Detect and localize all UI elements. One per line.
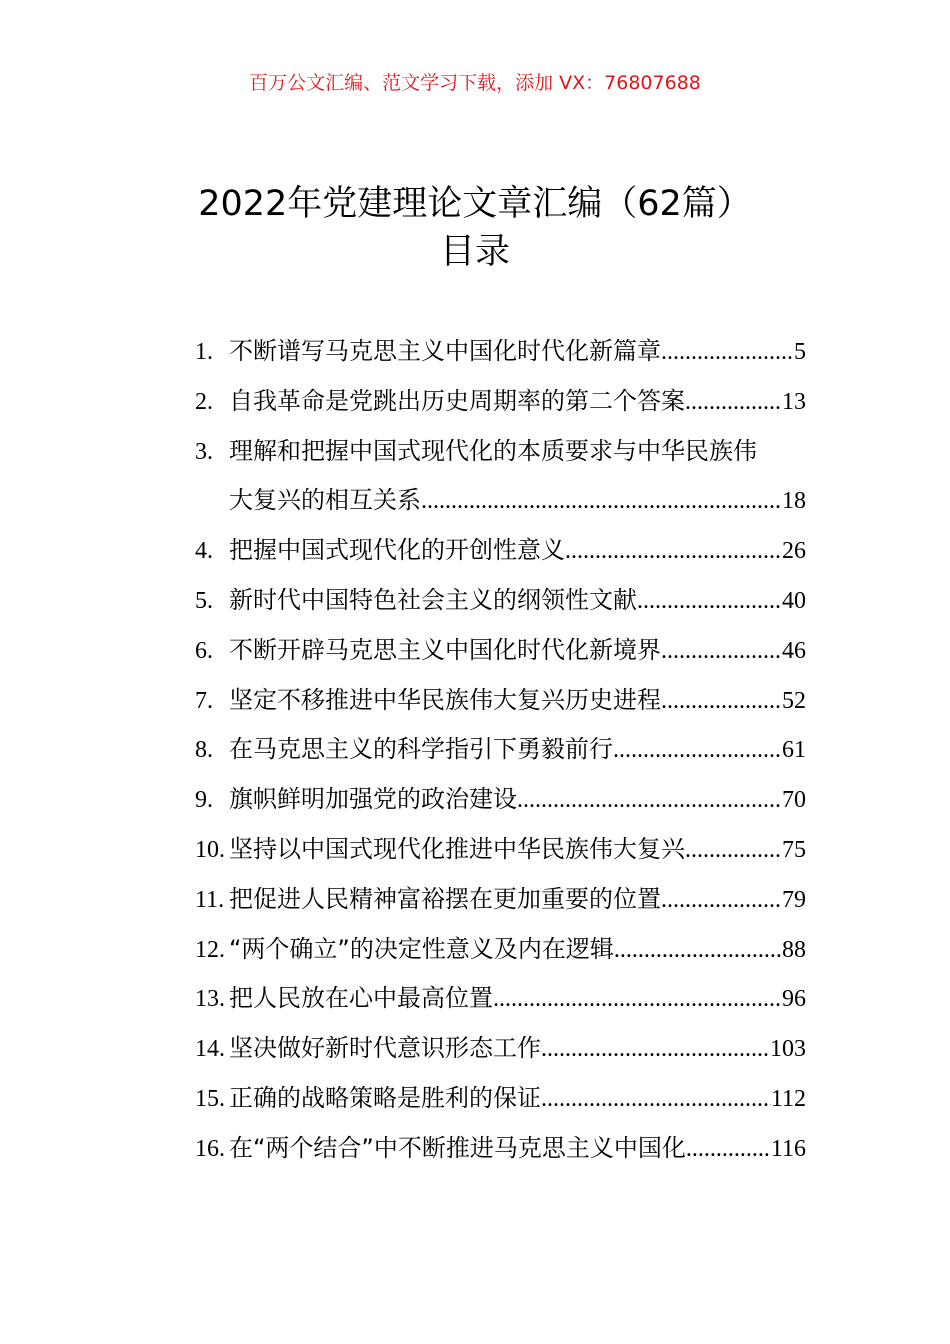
table-of-contents: [195, 327, 806, 1174]
toc-entry-number: 9.: [195, 787, 213, 814]
toc-entry-page: 13: [782, 388, 806, 415]
toc-entry-title: 在马克思主义的科学指引下勇毅前行: [229, 735, 613, 764]
toc-entry-number: 6.: [195, 637, 213, 664]
toc-entry[interactable]: [195, 775, 806, 825]
toc-entry-page: 116: [770, 1135, 806, 1162]
leader-dots: [661, 328, 794, 378]
toc-entry-title: 把促进人民精神富裕摆在更加重要的位置: [229, 884, 661, 913]
leader-dots: [685, 378, 782, 428]
toc-entry-page: 96: [782, 986, 806, 1013]
leader-dots: [661, 677, 782, 727]
toc-entry[interactable]: [195, 875, 806, 925]
leader-dots: [686, 1125, 771, 1175]
toc-entry-page: 61: [782, 737, 806, 764]
leader-dots: [637, 577, 782, 627]
toc-entry-title: 把人民放在心中最高位置: [229, 984, 493, 1013]
toc-entry-title: 正确的战略策略是胜利的保证: [229, 1083, 541, 1112]
toc-entry-number: 12.: [195, 936, 225, 963]
toc-entry-number: 1.: [195, 339, 213, 365]
toc-entry[interactable]: [195, 925, 806, 975]
toc-entry-title: 自我革命是党跳出历史周期率的第二个答案: [229, 386, 685, 415]
toc-entry-page: 46: [782, 637, 806, 664]
toc-entry-page: 88: [782, 936, 806, 963]
toc-entry-page: 75: [782, 836, 806, 863]
title-main: 2022年党建理论文章汇编（62篇）: [198, 184, 752, 224]
leader-dots: [661, 627, 782, 677]
leader-dots: [565, 527, 782, 577]
leader-dots: [541, 1075, 771, 1125]
toc-entry-number: 7.: [195, 687, 213, 714]
toc-entry[interactable]: [195, 626, 806, 676]
toc-entry-page: 52: [782, 687, 806, 714]
toc-entry-number: 2.: [195, 388, 213, 415]
toc-entry-page: 18: [782, 488, 806, 515]
leader-dots: [421, 477, 782, 527]
leader-dots: [685, 826, 782, 876]
toc-entry[interactable]: [195, 476, 806, 526]
toc-entry-title: 理解和把握中国式现代化的本质要求与中华民族伟: [229, 436, 757, 465]
leader-dots: [613, 726, 782, 776]
toc-entry-title-continued: 大复兴的相互关系: [229, 486, 421, 515]
document-title: [0, 180, 950, 276]
toc-entry-page: 40: [782, 587, 806, 614]
leader-dots: [517, 776, 782, 826]
toc-entry[interactable]: [195, 327, 806, 377]
toc-entry[interactable]: [195, 576, 806, 626]
toc-entry-number: 14.: [195, 1036, 225, 1063]
leader-dots: [614, 926, 782, 976]
watermark-banner: 百万公文汇编、范文学习下载，添加 VX：76807688: [249, 72, 701, 94]
toc-entry-title: “两个确立”的决定性意义及内在逻辑: [229, 934, 614, 963]
toc-entry-number: 4.: [195, 538, 213, 565]
toc-entry-number: 3.: [195, 438, 213, 465]
toc-entry[interactable]: [195, 377, 806, 427]
toc-entry-title: 坚决做好新时代意识形态工作: [229, 1034, 541, 1063]
toc-entry[interactable]: [195, 427, 806, 477]
leader-dots: [493, 975, 782, 1025]
title-toc: 目录: [439, 232, 510, 272]
toc-entry-page: 103: [770, 1036, 806, 1063]
toc-entry-number: 8.: [195, 737, 213, 764]
toc-entry-title: 坚定不移推进中华民族伟大复兴历史进程: [229, 685, 661, 714]
toc-entry[interactable]: [195, 1024, 806, 1074]
toc-entry-page: 112: [770, 1085, 806, 1112]
toc-entry-title: 坚持以中国式现代化推进中华民族伟大复兴: [229, 834, 685, 863]
toc-entry-title: 不断开辟马克思主义中国化时代化新境界: [229, 635, 661, 664]
toc-entry-page: 26: [782, 538, 806, 565]
toc-entry-title: 不断谱写马克思主义中国化时代化新篇章: [229, 337, 661, 365]
toc-entry[interactable]: [195, 1074, 806, 1124]
toc-entry-number: 16.: [195, 1135, 225, 1162]
toc-entry-number: 10.: [195, 836, 225, 863]
toc-entry-page: 79: [782, 886, 806, 913]
toc-entry-title: 新时代中国特色社会主义的纲领性文献: [229, 585, 637, 614]
leader-dots: [661, 876, 782, 926]
toc-entry-title: 在“两个结合”中不断推进马克思主义中国化: [229, 1133, 686, 1162]
toc-entry-number: 15.: [195, 1085, 225, 1112]
toc-entry-number: 11.: [195, 886, 225, 913]
toc-entry[interactable]: [195, 526, 806, 576]
toc-entry-page: 5: [794, 339, 806, 365]
toc-entry-page: 70: [782, 787, 806, 814]
toc-entry[interactable]: [195, 725, 806, 775]
toc-entry[interactable]: [195, 1124, 806, 1174]
toc-entry-number: 13.: [195, 986, 225, 1013]
toc-entry[interactable]: [195, 974, 806, 1024]
toc-entry[interactable]: [195, 676, 806, 726]
toc-entry-title: 旗帜鲜明加强党的政治建设: [229, 785, 517, 814]
toc-entry-number: 5.: [195, 587, 213, 614]
leader-dots: [541, 1025, 770, 1075]
toc-entry-title: 把握中国式现代化的开创性意义: [229, 536, 565, 565]
toc-entry[interactable]: [195, 825, 806, 875]
